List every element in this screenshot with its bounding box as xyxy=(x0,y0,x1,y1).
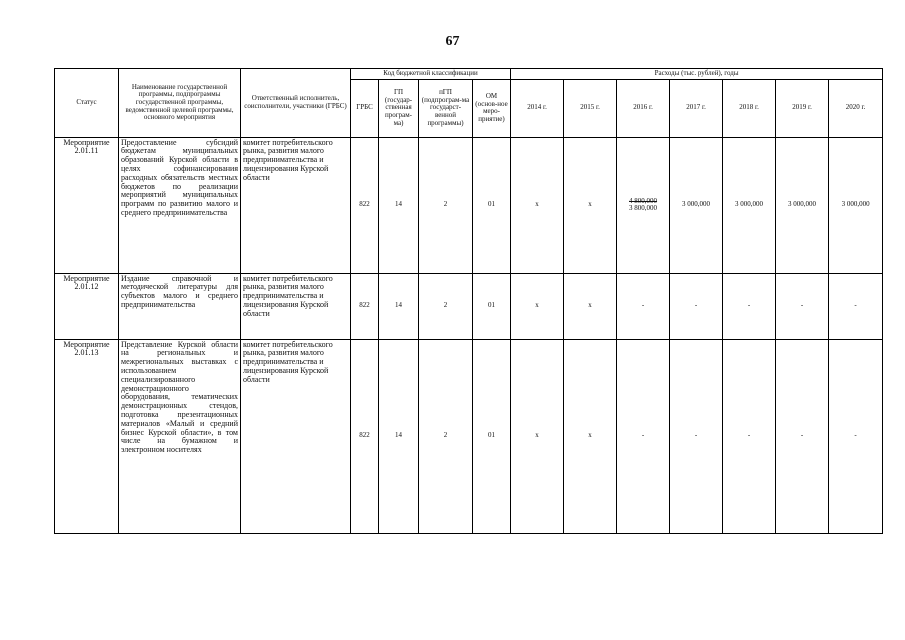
row-2020: - xyxy=(829,273,883,339)
row-name: Предоставление субсидий бюджетам муниципальных образований Курской области в целях софинансирования расходных обязательств местных бюджетов по реализации мероприятий муниципальных программ по развитию малого и среднего предпринимательства xyxy=(119,137,241,273)
row-gp: 14 xyxy=(379,339,419,533)
row-2016-value: 3 800,000 xyxy=(629,204,658,213)
header-year-2019: 2019 г. xyxy=(776,79,829,137)
budget-table xyxy=(54,68,883,534)
row-2016 xyxy=(617,137,670,273)
row-2018: - xyxy=(723,273,776,339)
row-2015: х xyxy=(564,273,617,339)
row-2018: - xyxy=(723,339,776,533)
row-name: Представление Курской области на региональных и межрегиональных выставках с использованием специализированного демонстрационного оборудования, тематических демонстрационных стендов, подготовка презентационных материалов «Малый и средний бизнес Курской области», в том числе на бумажном и электронном носителях xyxy=(119,339,241,533)
header-om: ОМ (основ-ное меро-приятие) xyxy=(473,79,511,137)
header-gp: ГП (государ-ственная програм-ма) xyxy=(379,79,419,137)
row-2019: 3 000,000 xyxy=(776,137,829,273)
header-executor: Ответственный исполнитель, соисполнители, участники (ГРБС) xyxy=(241,69,351,138)
header-year-2014: 2014 г. xyxy=(511,79,564,137)
row-executor: комитет потребительского рынка, развития малого предпринимательства и лицензирования Курской области xyxy=(241,137,351,273)
row-2015: х xyxy=(564,339,617,533)
row-pgp: 2 xyxy=(419,273,473,339)
header-year-2020: 2020 г. xyxy=(829,79,883,137)
row-2017: 3 000,000 xyxy=(670,137,723,273)
table-row xyxy=(55,273,883,339)
row-2014: х xyxy=(511,137,564,273)
row-executor: комитет потребительского рынка, развития малого предпринимательства и лицензирования Курской области xyxy=(241,339,351,533)
header-year-2018: 2018 г. xyxy=(723,79,776,137)
table-header xyxy=(55,69,883,138)
header-year-2016: 2016 г. xyxy=(617,79,670,137)
row-2016: - xyxy=(617,273,670,339)
header-year-2015: 2015 г. xyxy=(564,79,617,137)
row-status: Мероприятие 2.01.13 xyxy=(55,339,119,533)
header-budget-code: Код бюджетной классификации xyxy=(351,69,511,80)
row-2016: - xyxy=(617,339,670,533)
row-executor: комитет потребительского рынка, развития малого предпринимательства и лицензирования Курской области xyxy=(241,273,351,339)
table-row xyxy=(55,137,883,273)
header-pgp: пГП (подпрограм-ма государст-венной программы) xyxy=(419,79,473,137)
row-name: Издание справочной и методической литературы для субъектов малого и среднего предпринимательства xyxy=(119,273,241,339)
row-grbs: 822 xyxy=(351,339,379,533)
header-name: Наименование государственной программы, подпрограммы государственной программы, ведомственной целевой программы, основного мероприятия xyxy=(119,69,241,138)
row-om: 01 xyxy=(473,273,511,339)
row-2018: 3 000,000 xyxy=(723,137,776,273)
row-2020: 3 000,000 xyxy=(829,137,883,273)
row-status: Мероприятие 2.01.12 xyxy=(55,273,119,339)
row-gp: 14 xyxy=(379,137,419,273)
row-grbs: 822 xyxy=(351,137,379,273)
row-2015: х xyxy=(564,137,617,273)
row-2014: х xyxy=(511,273,564,339)
row-pgp: 2 xyxy=(419,137,473,273)
row-om: 01 xyxy=(473,137,511,273)
row-2014: х xyxy=(511,339,564,533)
row-2019: - xyxy=(776,273,829,339)
header-grbs: ГРБС xyxy=(351,79,379,137)
header-expenses: Расходы (тыс. рублей), годы xyxy=(511,69,883,80)
row-2019: - xyxy=(776,339,829,533)
row-2017: - xyxy=(670,273,723,339)
header-year-2017: 2017 г. xyxy=(670,79,723,137)
row-2017: - xyxy=(670,339,723,533)
row-om: 01 xyxy=(473,339,511,533)
row-pgp: 2 xyxy=(419,339,473,533)
page-number: 67 xyxy=(445,34,460,49)
header-status: Статус xyxy=(55,69,119,138)
row-gp: 14 xyxy=(379,273,419,339)
row-2016-old-value: 4 800,000 xyxy=(629,196,658,205)
row-2020: - xyxy=(829,339,883,533)
row-status: Мероприятие 2.01.11 xyxy=(55,137,119,273)
row-grbs: 822 xyxy=(351,273,379,339)
table-row xyxy=(55,339,883,533)
